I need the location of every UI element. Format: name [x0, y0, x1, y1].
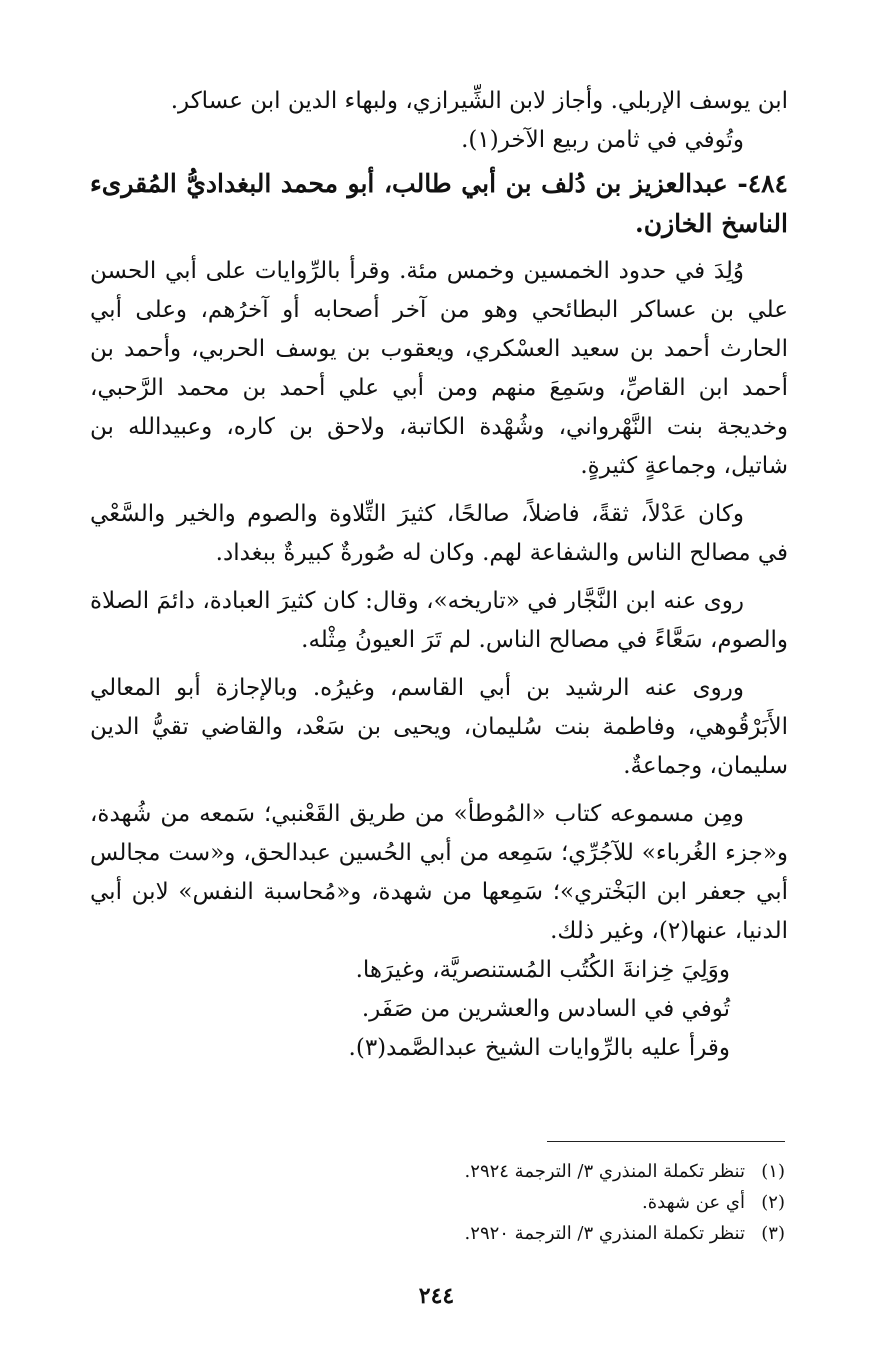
footnote-text: أي عن شهدة.	[642, 1192, 745, 1213]
footnote-item	[85, 1187, 785, 1218]
footnote-mark: (١)	[761, 1161, 785, 1182]
main-text	[90, 82, 788, 1068]
footnote-mark: (٣)	[761, 1223, 785, 1244]
paragraph-narrators: وروى عنه الرشيد بن أبي القاسم، وغيرُه. وبالإجازة أبو المعالي الأَبَرْقُوهي، وفاطمة بنت سُليمان، ويحيى بن سَعْد، والقاضي تقيُّ الدين سليمان، وجماعةٌ.	[90, 675, 788, 779]
entry-title: عبدالعزيز بن دُلف بن أبي طالب، أبو محمد البغداديُّ المُقرىء الناسخ الخازن.	[90, 169, 788, 238]
page-number: ٢٤٤	[418, 1283, 455, 1309]
closing-line-death: تُوفي في السادس والعشرين من صَفَر.	[361, 996, 730, 1022]
paragraph-heard-books: ومِن مسموعه كتاب «المُوطأ» من طريق القَعْنبي؛ سَمعه من شُهدة، و«جزء الغُرباء» للآجُرِّي؛ سَمِعه من أبي الحُسين عبدالحق، و«ست مجالس أبي جعفر ابن البَخْتري»؛ سَمِعها من شهدة، و«مُحاسبة النفس» لابن أبي الدنيا، عنها(٢)، وغير ذلك.	[90, 801, 788, 944]
footnote-text: تنظر تكملة المنذري ٣/ الترجمة ٢٩٢٤.	[464, 1161, 745, 1182]
entry-heading	[90, 164, 788, 244]
continuation-line: ابن يوسف الإربلي. وأجاز لابن الشِّيرازي، ولبهاء الدين ابن عساكر.	[170, 88, 788, 114]
closing-line-library: ووَلِيَ خِزانةَ الكُتُب المُستنصريَّة، وغيرَها.	[355, 957, 730, 983]
footnote-item	[85, 1156, 785, 1187]
entry-number: ٤٨٤-	[737, 169, 788, 198]
closing-line-student: وقرأ عليه بالرِّوايات الشيخ عبدالصَّمد(٣).	[348, 1035, 730, 1061]
footnote-divider	[547, 1141, 785, 1142]
footnote-mark: (٢)	[761, 1192, 785, 1213]
footnote-item	[85, 1218, 785, 1249]
paragraph-character: وكان عَدْلاً، ثقةً، فاضلاً، صالحًا، كثيرَ التِّلاوة والصوم والخير والسَّعْي في مصالح الناس والشفاعة لهم. وكان له صُورةٌ كبيرةٌ ببغداد.	[90, 501, 788, 566]
paragraph-birth-readings: وُلِدَ في حدود الخمسين وخمس مئة. وقرأ بالرِّوايات على أبي الحسن علي بن عساكر البطائحي وهو من آخر أصحابه أو آخرُهم، وعلى أبي الحارث أحمد بن سعيد العسْكري، ويعقوب بن يوسف الحربي، وأحمد بن أحمد ابن القاصِّ، وسَمِعَ منهم ومن أبي علي أحمد بن محمد الرَّحبي، وخديجة بنت النَّهْرواني، وشُهْدة الكاتبة، ولاحق بن كاره، وعبيدالله بن شاتيل، وجماعةٍ كثيرةٍ.	[90, 258, 789, 479]
paragraph-ibn-najjar: روى عنه ابن النَّجَّار في «تاريخه»، وقال: كان كثيرَ العبادة، دائمَ الصلاة والصوم، سَعَّاءً في مصالح الناس. لم تَرَ العيونُ مِثْله.	[90, 588, 788, 653]
footnotes	[85, 1156, 785, 1249]
footnote-text: تنظر تكملة المنذري ٣/ الترجمة ٢٩٢٠.	[464, 1223, 745, 1244]
death-note: وتُوفي في ثامن ربيع الآخر(١).	[461, 127, 744, 153]
